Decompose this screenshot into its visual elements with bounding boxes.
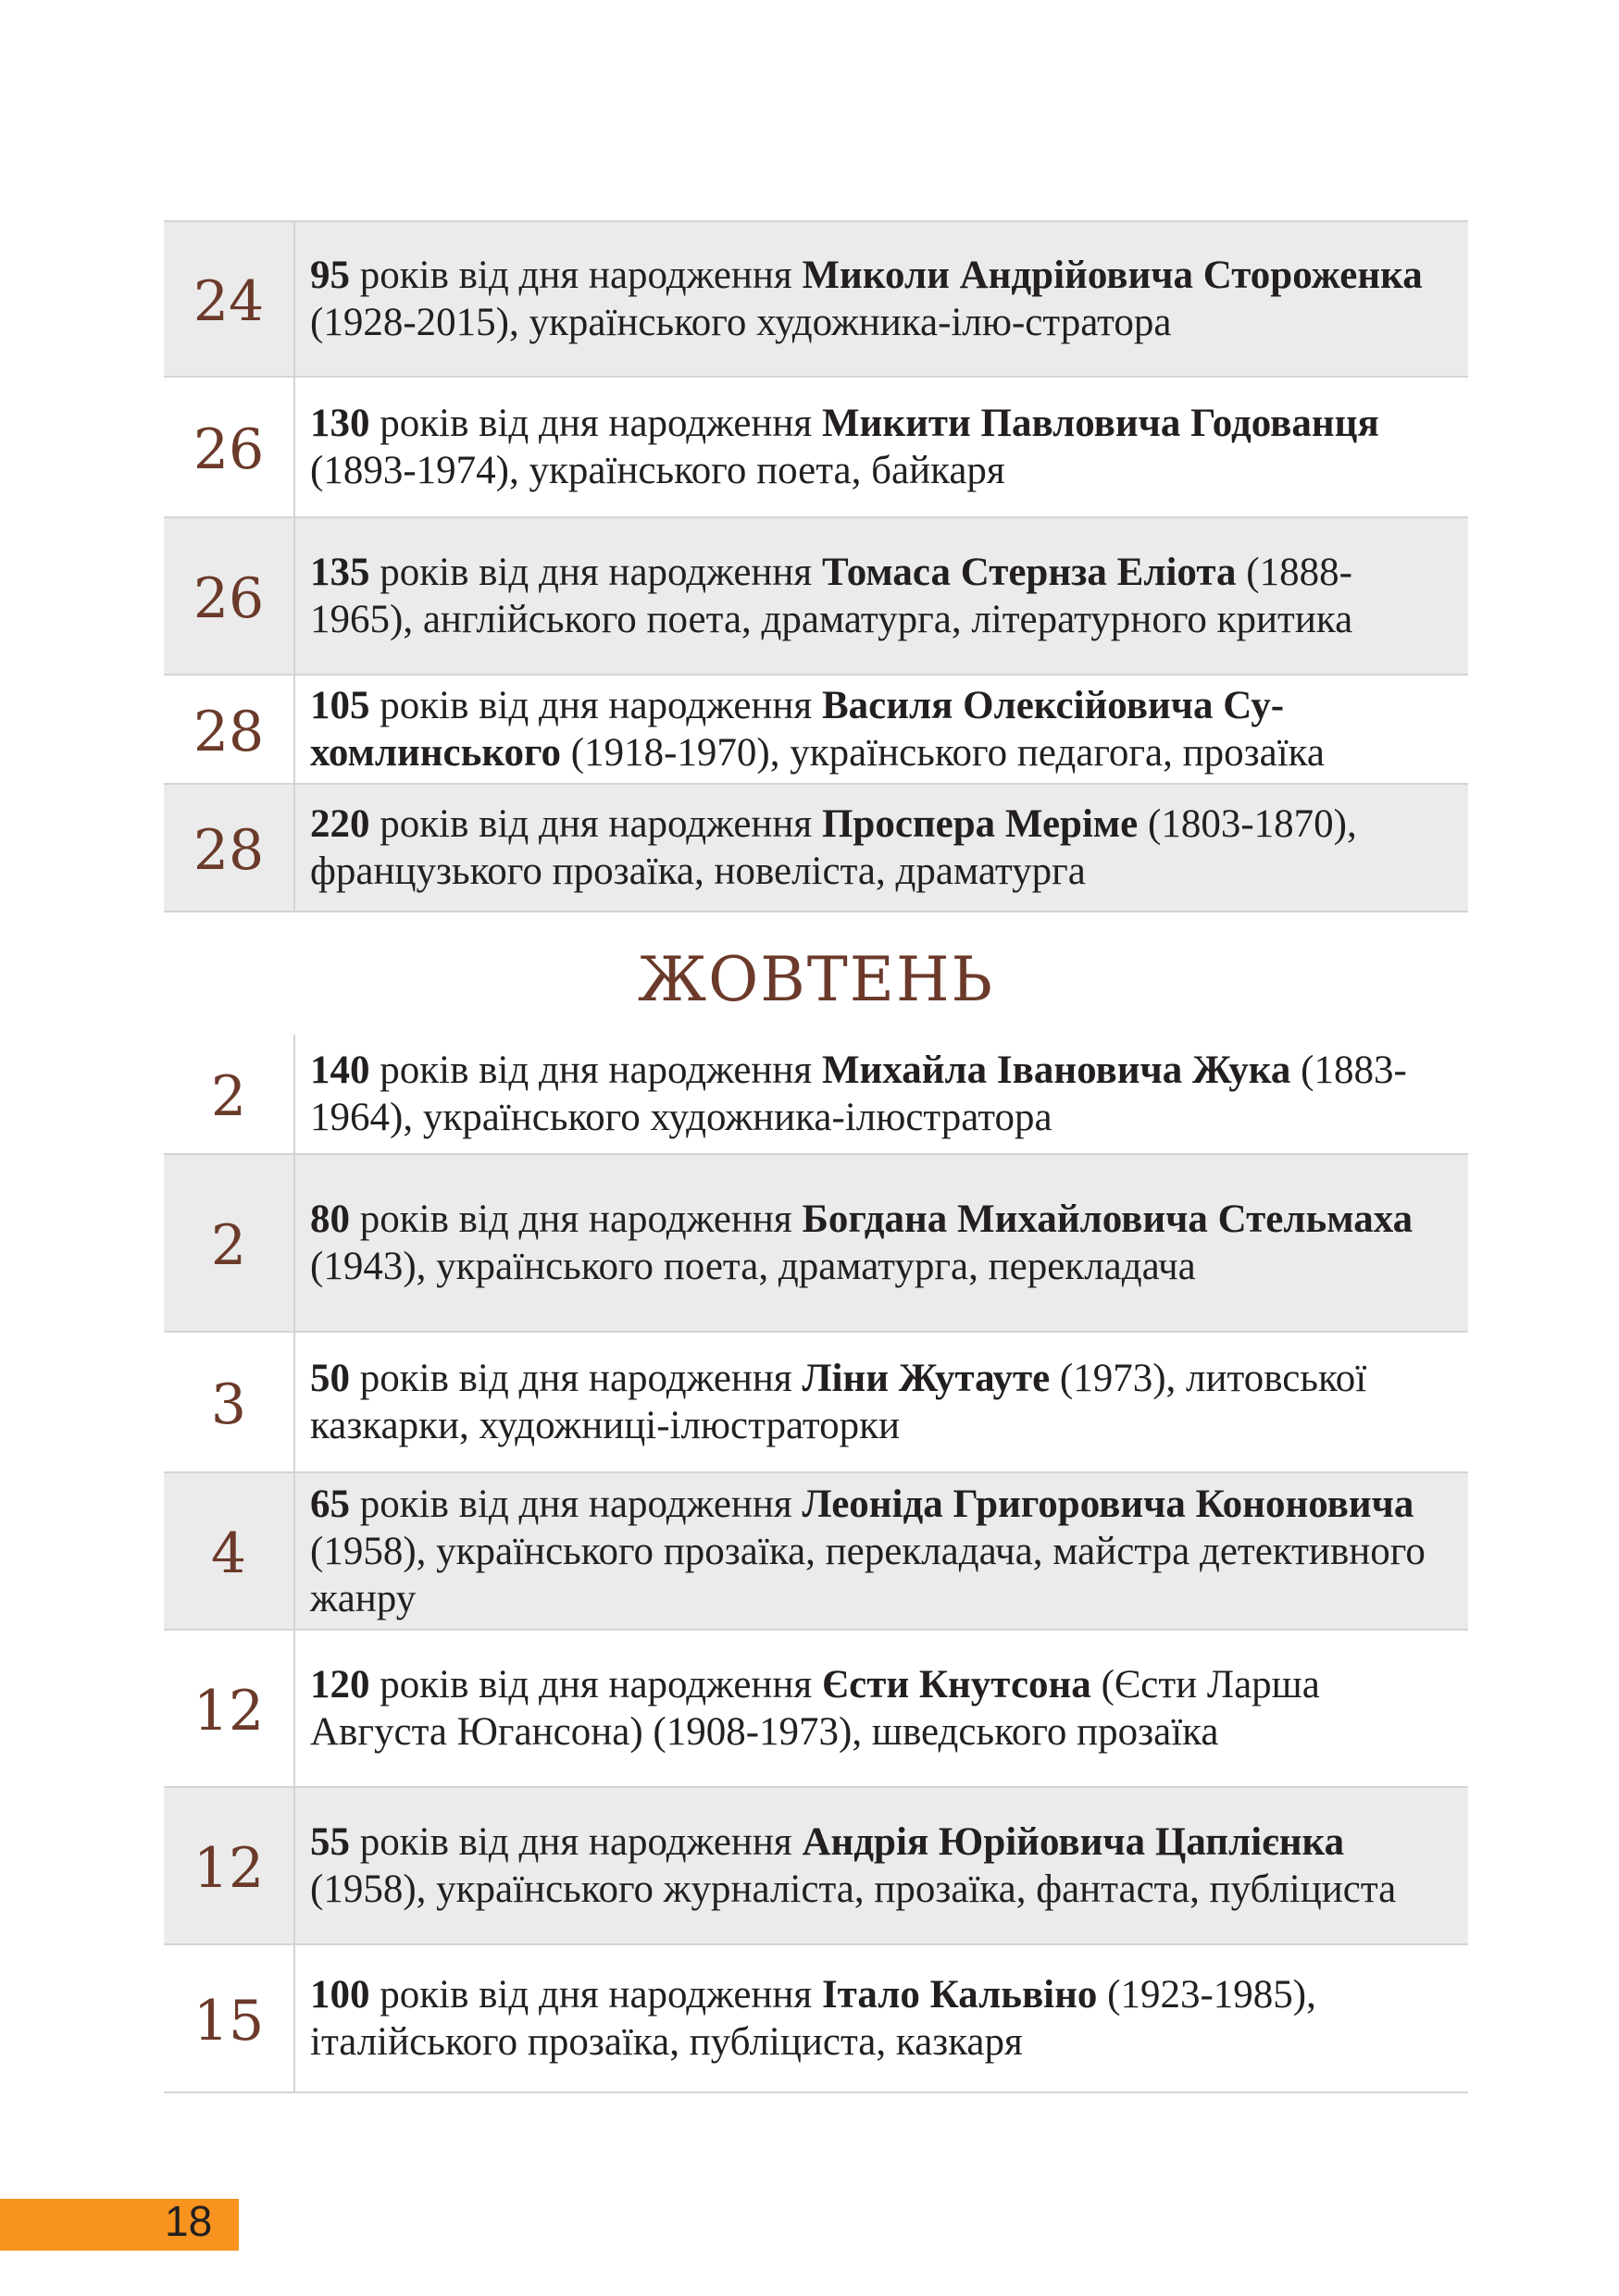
years-count: 65	[310, 1482, 350, 1526]
years-count: 130	[310, 402, 370, 445]
entry-phrase: років від дня народження	[350, 1820, 803, 1864]
table-row	[164, 518, 1468, 676]
entry-details: (1918-1970), українського педагога, прозаїка	[561, 731, 1325, 775]
entry-text	[295, 1656, 1468, 1761]
person-name: Богдана Михайловича Стельмаха	[802, 1198, 1414, 1241]
entry-phrase: років від дня народження	[369, 1663, 822, 1706]
entry-phrase: років від дня народження	[369, 1973, 822, 2017]
entry-text	[295, 795, 1468, 900]
person-name: Ліни Жутауте	[802, 1357, 1051, 1400]
day-number: 26	[164, 378, 295, 516]
entry-text	[295, 1966, 1468, 2071]
table-row	[164, 1155, 1468, 1333]
years-count: 220	[310, 802, 370, 846]
entry-details: (1803-1870), французького прозаїка, новеліста, драматурга	[310, 802, 1357, 893]
entry-phrase: років від дня народження	[350, 1198, 803, 1241]
entry-phrase: років від дня народження	[350, 1357, 803, 1400]
entry-phrase: років від дня народження	[369, 684, 822, 727]
day-number: 15	[164, 1945, 295, 2091]
page-number: 18	[165, 2197, 213, 2245]
day-number: 4	[164, 1473, 295, 1629]
day-number: 12	[164, 1788, 295, 1943]
day-number: 28	[164, 676, 295, 783]
entry-details: (1928-2015), українського художника-ілю-стратора	[310, 301, 1172, 344]
day-number: 24	[164, 222, 295, 376]
entry-phrase: років від дня народження	[369, 402, 822, 445]
entry-details: (Єсти Ларша Августа Югансона) (1908-1973), шведського прозаїка	[310, 1663, 1320, 1754]
entry-details: (1958), українського журналіста, прозаїка, фантаста, публіциста	[310, 1868, 1397, 1911]
table-row	[164, 676, 1468, 785]
table-row	[164, 1788, 1468, 1945]
person-name: Микити Павловича Годованця	[821, 402, 1379, 445]
day-number: 28	[164, 785, 295, 911]
month-heading: ЖОВТЕНЬ	[638, 944, 994, 1015]
person-name: Леоніда Григоровича Кононовича	[802, 1482, 1414, 1526]
day-number: 2	[164, 1155, 295, 1331]
table-row	[164, 220, 1468, 378]
anniversary-table-october	[164, 1035, 1468, 2093]
day-number: 2	[164, 1035, 295, 1153]
entry-text	[295, 676, 1468, 782]
person-name: Михайла Івановича Жука	[821, 1049, 1291, 1092]
table-row	[164, 1631, 1468, 1788]
entry-text	[295, 394, 1468, 500]
table-row	[164, 1473, 1468, 1631]
person-name: Андрія Юрійовича Цаплієнка	[802, 1820, 1345, 1864]
table-row	[164, 1945, 1468, 2093]
table-row	[164, 1035, 1468, 1155]
entry-phrase: років від дня народження	[350, 254, 803, 297]
table-row	[164, 785, 1468, 912]
entry-details: (1943), українського поета, драматурга, перекладача	[310, 1245, 1196, 1288]
day-number: 3	[164, 1333, 295, 1471]
entry-details: (1973), литовської казкарки, художниці-ілюстраторки	[310, 1357, 1367, 1447]
entry-text	[295, 1813, 1468, 1918]
table-row	[164, 378, 1468, 518]
entry-text	[295, 543, 1468, 649]
person-name: Італо Кальвіно	[821, 1973, 1098, 2017]
years-count: 80	[310, 1198, 350, 1241]
entry-text	[295, 1190, 1468, 1296]
anniversary-table-september	[164, 220, 1468, 912]
entry-text	[295, 1041, 1468, 1147]
entry-phrase: років від дня народження	[350, 1482, 803, 1526]
entry-text	[295, 1475, 1468, 1628]
person-name: Проспера Меріме	[821, 802, 1139, 846]
entry-details: (1888-1965), англійського поета, драматурга, літературного критика	[310, 551, 1353, 641]
years-count: 135	[310, 551, 370, 594]
entry-details: (1893-1974), українського поета, байкаря	[310, 449, 1005, 492]
entry-phrase: років від дня народження	[369, 1049, 822, 1092]
day-number: 26	[164, 518, 295, 674]
entry-phrase: років від дня народження	[369, 802, 822, 846]
years-count: 120	[310, 1663, 370, 1706]
entry-details: (1958), українського прозаїка, перекладача, майстра детективного жанру	[310, 1529, 1426, 1620]
entry-text	[295, 246, 1468, 352]
years-count: 55	[310, 1820, 350, 1864]
entry-details: (1923-1985), італійського прозаїка, публіциста, казкаря	[310, 1973, 1316, 2064]
years-count: 140	[310, 1049, 370, 1092]
person-name: Миколи Андрійовича Стороженка	[802, 254, 1423, 297]
table-row	[164, 1333, 1468, 1473]
day-number: 12	[164, 1631, 295, 1786]
years-count: 105	[310, 684, 370, 727]
entry-details: (1883-1964), українського художника-ілюстратора	[310, 1049, 1407, 1139]
years-count: 95	[310, 254, 350, 297]
entry-phrase: років від дня народження	[369, 551, 822, 594]
years-count: 100	[310, 1973, 370, 2017]
person-name: Єсти Кнутсона	[821, 1663, 1091, 1706]
person-name: Василя Олексійовича Су-хомлинського	[310, 684, 1285, 775]
years-count: 50	[310, 1357, 350, 1400]
person-name: Томаса Стернза Еліота	[821, 551, 1237, 594]
entry-text	[295, 1349, 1468, 1455]
